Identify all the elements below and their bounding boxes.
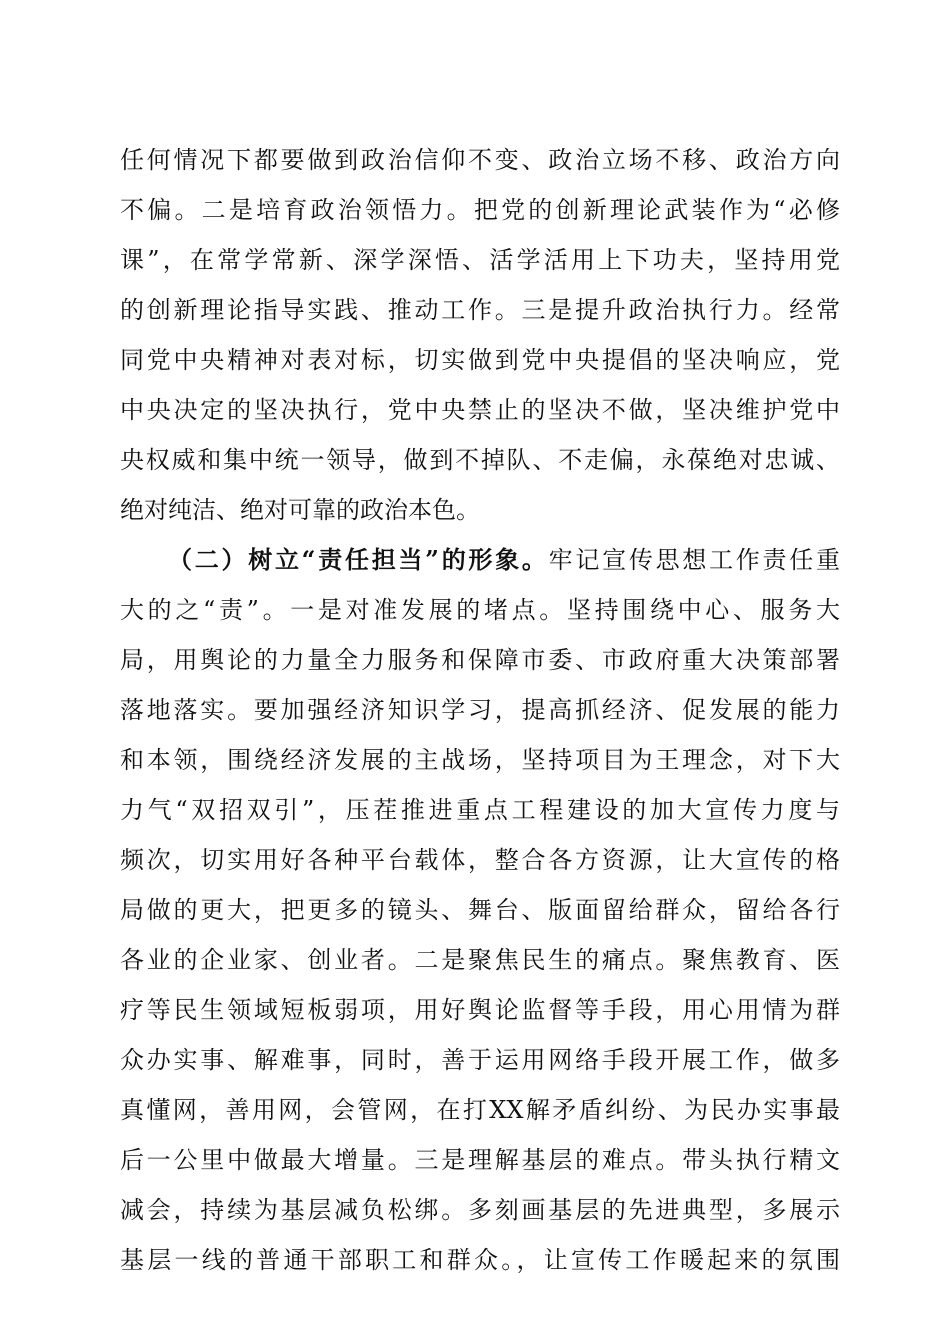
text-line: 任何情况下都要做到政治信仰不变、政治立场不移、政治方向 — [120, 146, 840, 174]
text-line: 各业的企业家、创业者。二是聚焦民生的痛点。聚焦教育、医 — [120, 946, 840, 974]
text-line: 真懂网，善用网，会管网，在打XX解矛盾纠纷、为民办实事最 — [120, 1096, 840, 1124]
text-line: 同党中央精神对表对标，切实做到党中央提倡的坚决响应，党 — [120, 346, 840, 374]
text-line: 中央决定的坚决执行，党中央禁止的坚决不做，坚决维护党中 — [120, 396, 840, 424]
text-line: 局做的更大，把更多的镜头、舞台、版面留给群众，留给各行 — [120, 896, 840, 924]
text-line: 力气“双招双引”，压茬推进重点工程建设的加大宣传力度与 — [120, 796, 840, 824]
text-line: 大的之“责”。一是对准发展的堵点。坚持围绕中心、服务大 — [120, 596, 840, 624]
text-line: 基层一线的普通干部职工和群众。，让宣传工作暖起来的氛围 — [120, 1246, 840, 1274]
text-line: 后一公里中做最大增量。三是理解基层的难点。带头执行精文 — [120, 1146, 840, 1174]
text-line: 央权威和集中统一领导，做到不掉队、不走偏，永葆绝对忠诚、 — [120, 446, 840, 474]
section-heading-rest: 牢记宣传思想工作责任重 — [548, 546, 841, 574]
text-line: 课”，在常学常新、深学深悟、活学活用上下功夫，坚持用党 — [120, 246, 840, 274]
text-line: 不偏。二是培育政治领悟力。把党的创新理论武装作为“必修 — [120, 196, 840, 224]
text-line: 绝对纯洁、绝对可靠的政治本色。 — [120, 496, 480, 524]
text-line: 和本领，围绕经济发展的主战场，坚持项目为王理念，对下大 — [120, 746, 840, 774]
text-line: 的创新理论指导实践、推动工作。三是提升政治执行力。经常 — [120, 296, 840, 324]
text-line: 疗等民生领域短板弱项，用好舆论监督等手段，用心用情为群 — [120, 996, 840, 1024]
text-line: 落地落实。要加强经济知识学习，提高抓经济、促发展的能力 — [120, 696, 840, 724]
section-heading: （二）树立“责任担当”的形象。 — [168, 545, 549, 574]
body-text — [120, 135, 840, 1285]
text-line: 频次，切实用好各种平台载体，整合各方资源，让大宣传的格 — [120, 846, 840, 874]
text-line: 局，用舆论的力量全力服务和保障市委、市政府重大决策部署 — [120, 646, 840, 674]
text-line: 众办实事、解难事，同时，善于运用网络手段开展工作，做多 — [120, 1046, 840, 1074]
text-line: 减会，持续为基层减负松绑。多刻画基层的先进典型，多展示 — [120, 1196, 840, 1224]
paragraph-first-line — [120, 535, 840, 585]
